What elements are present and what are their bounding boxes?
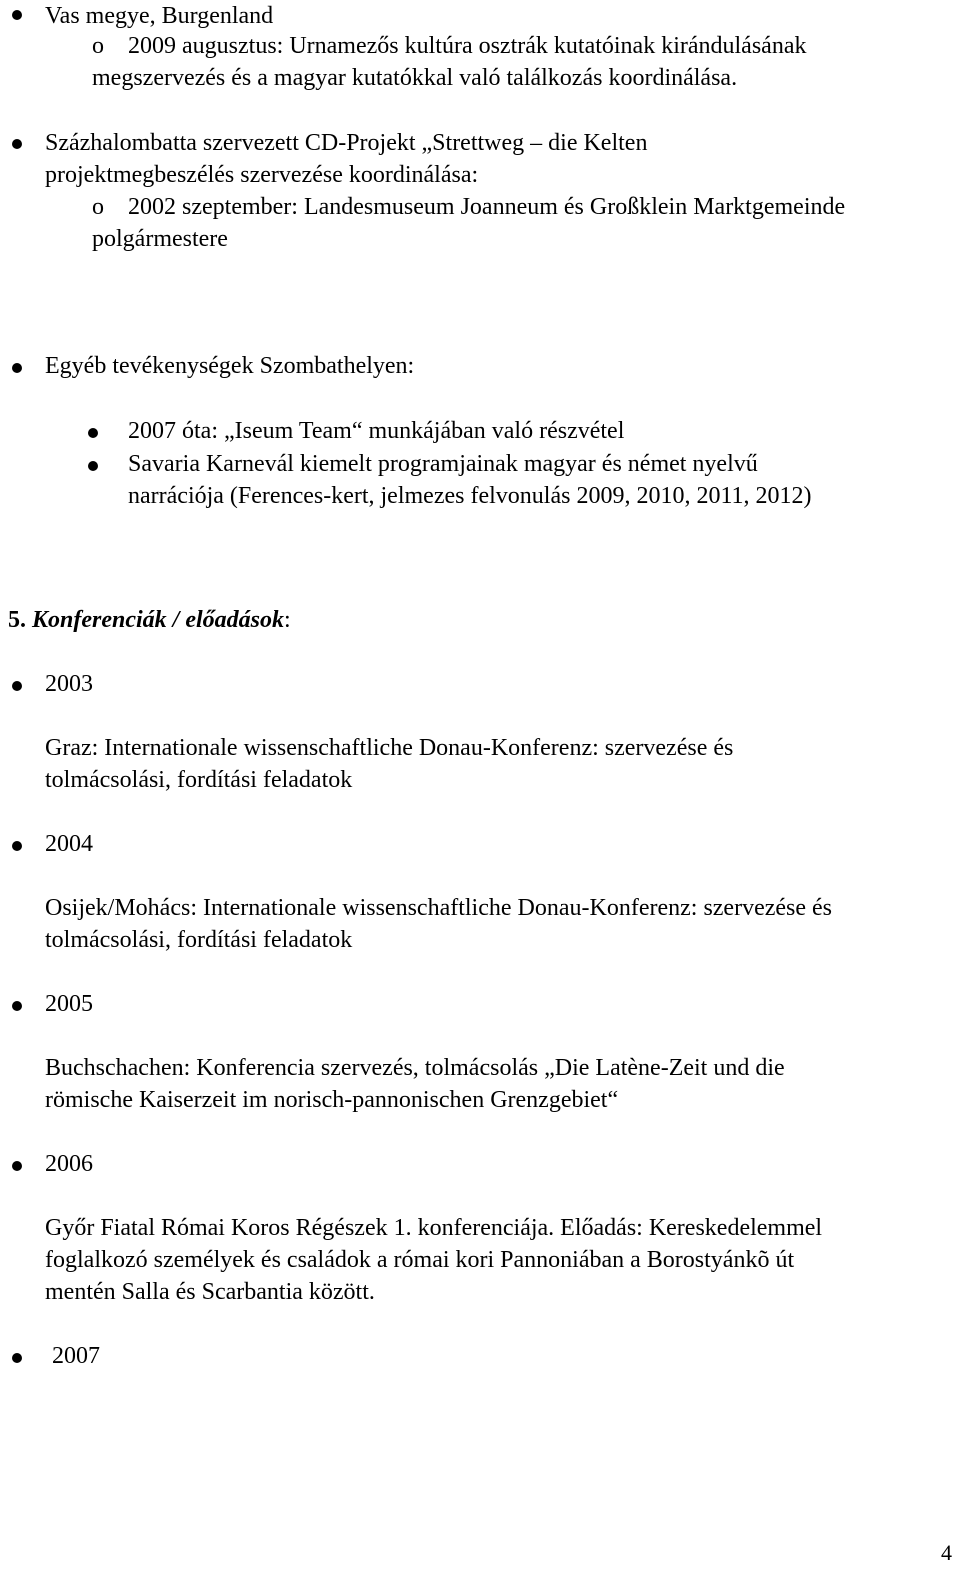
sub-item-line: polgármestere (92, 226, 228, 252)
bullet (12, 681, 22, 691)
bullet (12, 10, 22, 20)
bullet (12, 1001, 22, 1011)
section-heading (8, 604, 291, 636)
conference-desc-line: tolmácsolási, fordítási feladatok (45, 927, 353, 953)
activity-line: narrációja (Ferences-kert, jelmezes felvonulás 2009, 2010, 2011, 2012) (128, 483, 812, 509)
conference-desc-line: Graz: Internationale wissenschaftliche Donau-Konferenz: szervezése és (45, 735, 734, 761)
bullet (12, 1161, 22, 1171)
activity-line: Savaria Karnevál kiemelt programjainak magyar és német nyelvű (128, 451, 758, 477)
bullet (88, 428, 98, 438)
section-colon: : (284, 607, 291, 633)
conference-year: 2005 (45, 991, 93, 1017)
list-item-line: projektmegbeszélés szervezése koordinálása: (45, 162, 479, 188)
conference-year: 2003 (45, 671, 93, 697)
page-number: 4 (941, 1540, 952, 1565)
bullet (12, 363, 22, 373)
sub-item-line: megszervezés és a magyar kutatókkal való találkozás koordinálása. (92, 65, 738, 91)
conference-desc-line: foglalkozó személyek és családok a római kori Pannoniában a Borostyánkõ út (45, 1247, 795, 1273)
section-number: 5. (8, 607, 26, 633)
activity-line: 2007 óta: „Iseum Team“ munkájában való részvétel (128, 418, 625, 444)
other-activities-title: Egyéb tevékenységek Szombathelyen: (45, 353, 415, 379)
conference-desc-line: Osijek/Mohács: Internationale wissenschaftliche Donau-Konferenz: szervezése és (45, 895, 833, 921)
conference-year: 2004 (45, 831, 93, 857)
conference-desc-line: Buchschachen: Konferencia szervezés, tolmácsolás „Die Latène-Zeit und die (45, 1055, 785, 1081)
sub-marker: o (92, 33, 104, 59)
list-item-title: Vas megye, Burgenland (45, 3, 274, 29)
sub-item-line: 2002 szeptember: Landesmuseum Joanneum és Großklein Marktgemeinde (128, 194, 846, 220)
conference-desc-line: Győr Fiatal Római Koros Régészek 1. konferenciája. Előadás: Kereskedelemmel (45, 1215, 823, 1241)
conference-desc-line: mentén Salla és Scarbantia között. (45, 1279, 375, 1305)
bullet (12, 139, 22, 149)
section-title: Konferenciák / előadások (32, 607, 284, 633)
conference-desc-line: römische Kaiserzeit im norisch-pannonischen Grenzgebiet“ (45, 1087, 619, 1113)
bullet (12, 1353, 22, 1363)
conference-desc-line: tolmácsolási, fordítási feladatok (45, 767, 353, 793)
conference-year: 2007 (52, 1343, 100, 1369)
list-item-line: Százhalombatta szervezett CD-Projekt „Strettweg – die Kelten (45, 130, 648, 156)
bullet (88, 461, 98, 471)
conference-year: 2006 (45, 1151, 93, 1177)
sub-item-line: 2009 augusztus: Urnamezős kultúra osztrák kutatóinak kirándulásának (128, 33, 807, 59)
bullet (12, 841, 22, 851)
sub-marker: o (92, 194, 104, 220)
